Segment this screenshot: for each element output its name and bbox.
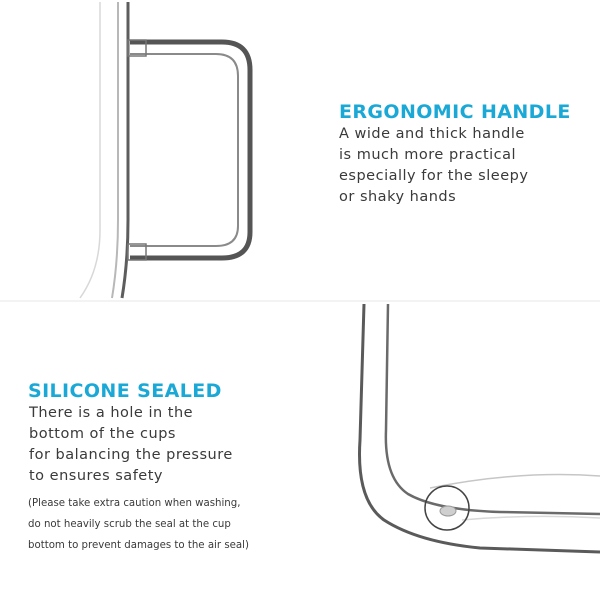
handle-desc-line: or shaky hands	[339, 189, 457, 205]
ergonomic-handle-description	[339, 124, 528, 208]
seal-desc-line: There is a hole in the	[29, 405, 194, 421]
seal-desc-line: to ensures safety	[29, 468, 163, 484]
seal-desc-line: bottom of the cups	[29, 426, 176, 442]
silicone-sealed-title: SILICONE SEALED	[28, 380, 222, 402]
mug-rim-edge	[80, 2, 100, 298]
mug-handle-inner	[130, 54, 238, 246]
handle-desc-line: is much more practical	[339, 147, 517, 163]
mug-inner-wall	[112, 2, 118, 298]
mug-base-rim	[430, 475, 600, 489]
seal-desc-line: for balancing the pressure	[29, 447, 233, 463]
silicone-sealed-description	[29, 403, 233, 487]
mug-handle-outer	[130, 42, 250, 258]
caution-note-line: (Please take extra caution when washing,	[28, 498, 241, 509]
mug-base-lower-rim	[462, 516, 600, 520]
glass-mug-bottom-panel	[360, 304, 600, 552]
mug-outer-wall	[122, 2, 128, 298]
silicone-seal-dot	[440, 506, 456, 516]
mug-outer-profile	[360, 304, 600, 552]
glass-mug-top-panel	[80, 2, 250, 298]
ergonomic-handle-title: ERGONOMIC HANDLE	[339, 101, 571, 123]
handle-desc-line: especially for the sleepy	[339, 168, 529, 184]
washing-caution-note	[28, 493, 249, 556]
caution-note-line: do not heavily scrub the seal at the cup	[28, 519, 231, 530]
handle-desc-line: A wide and thick handle	[339, 126, 525, 142]
caution-note-line: bottom to prevent damages to the air seal)	[28, 540, 249, 551]
mug-inner-profile	[386, 304, 600, 514]
panel-divider	[0, 300, 600, 302]
